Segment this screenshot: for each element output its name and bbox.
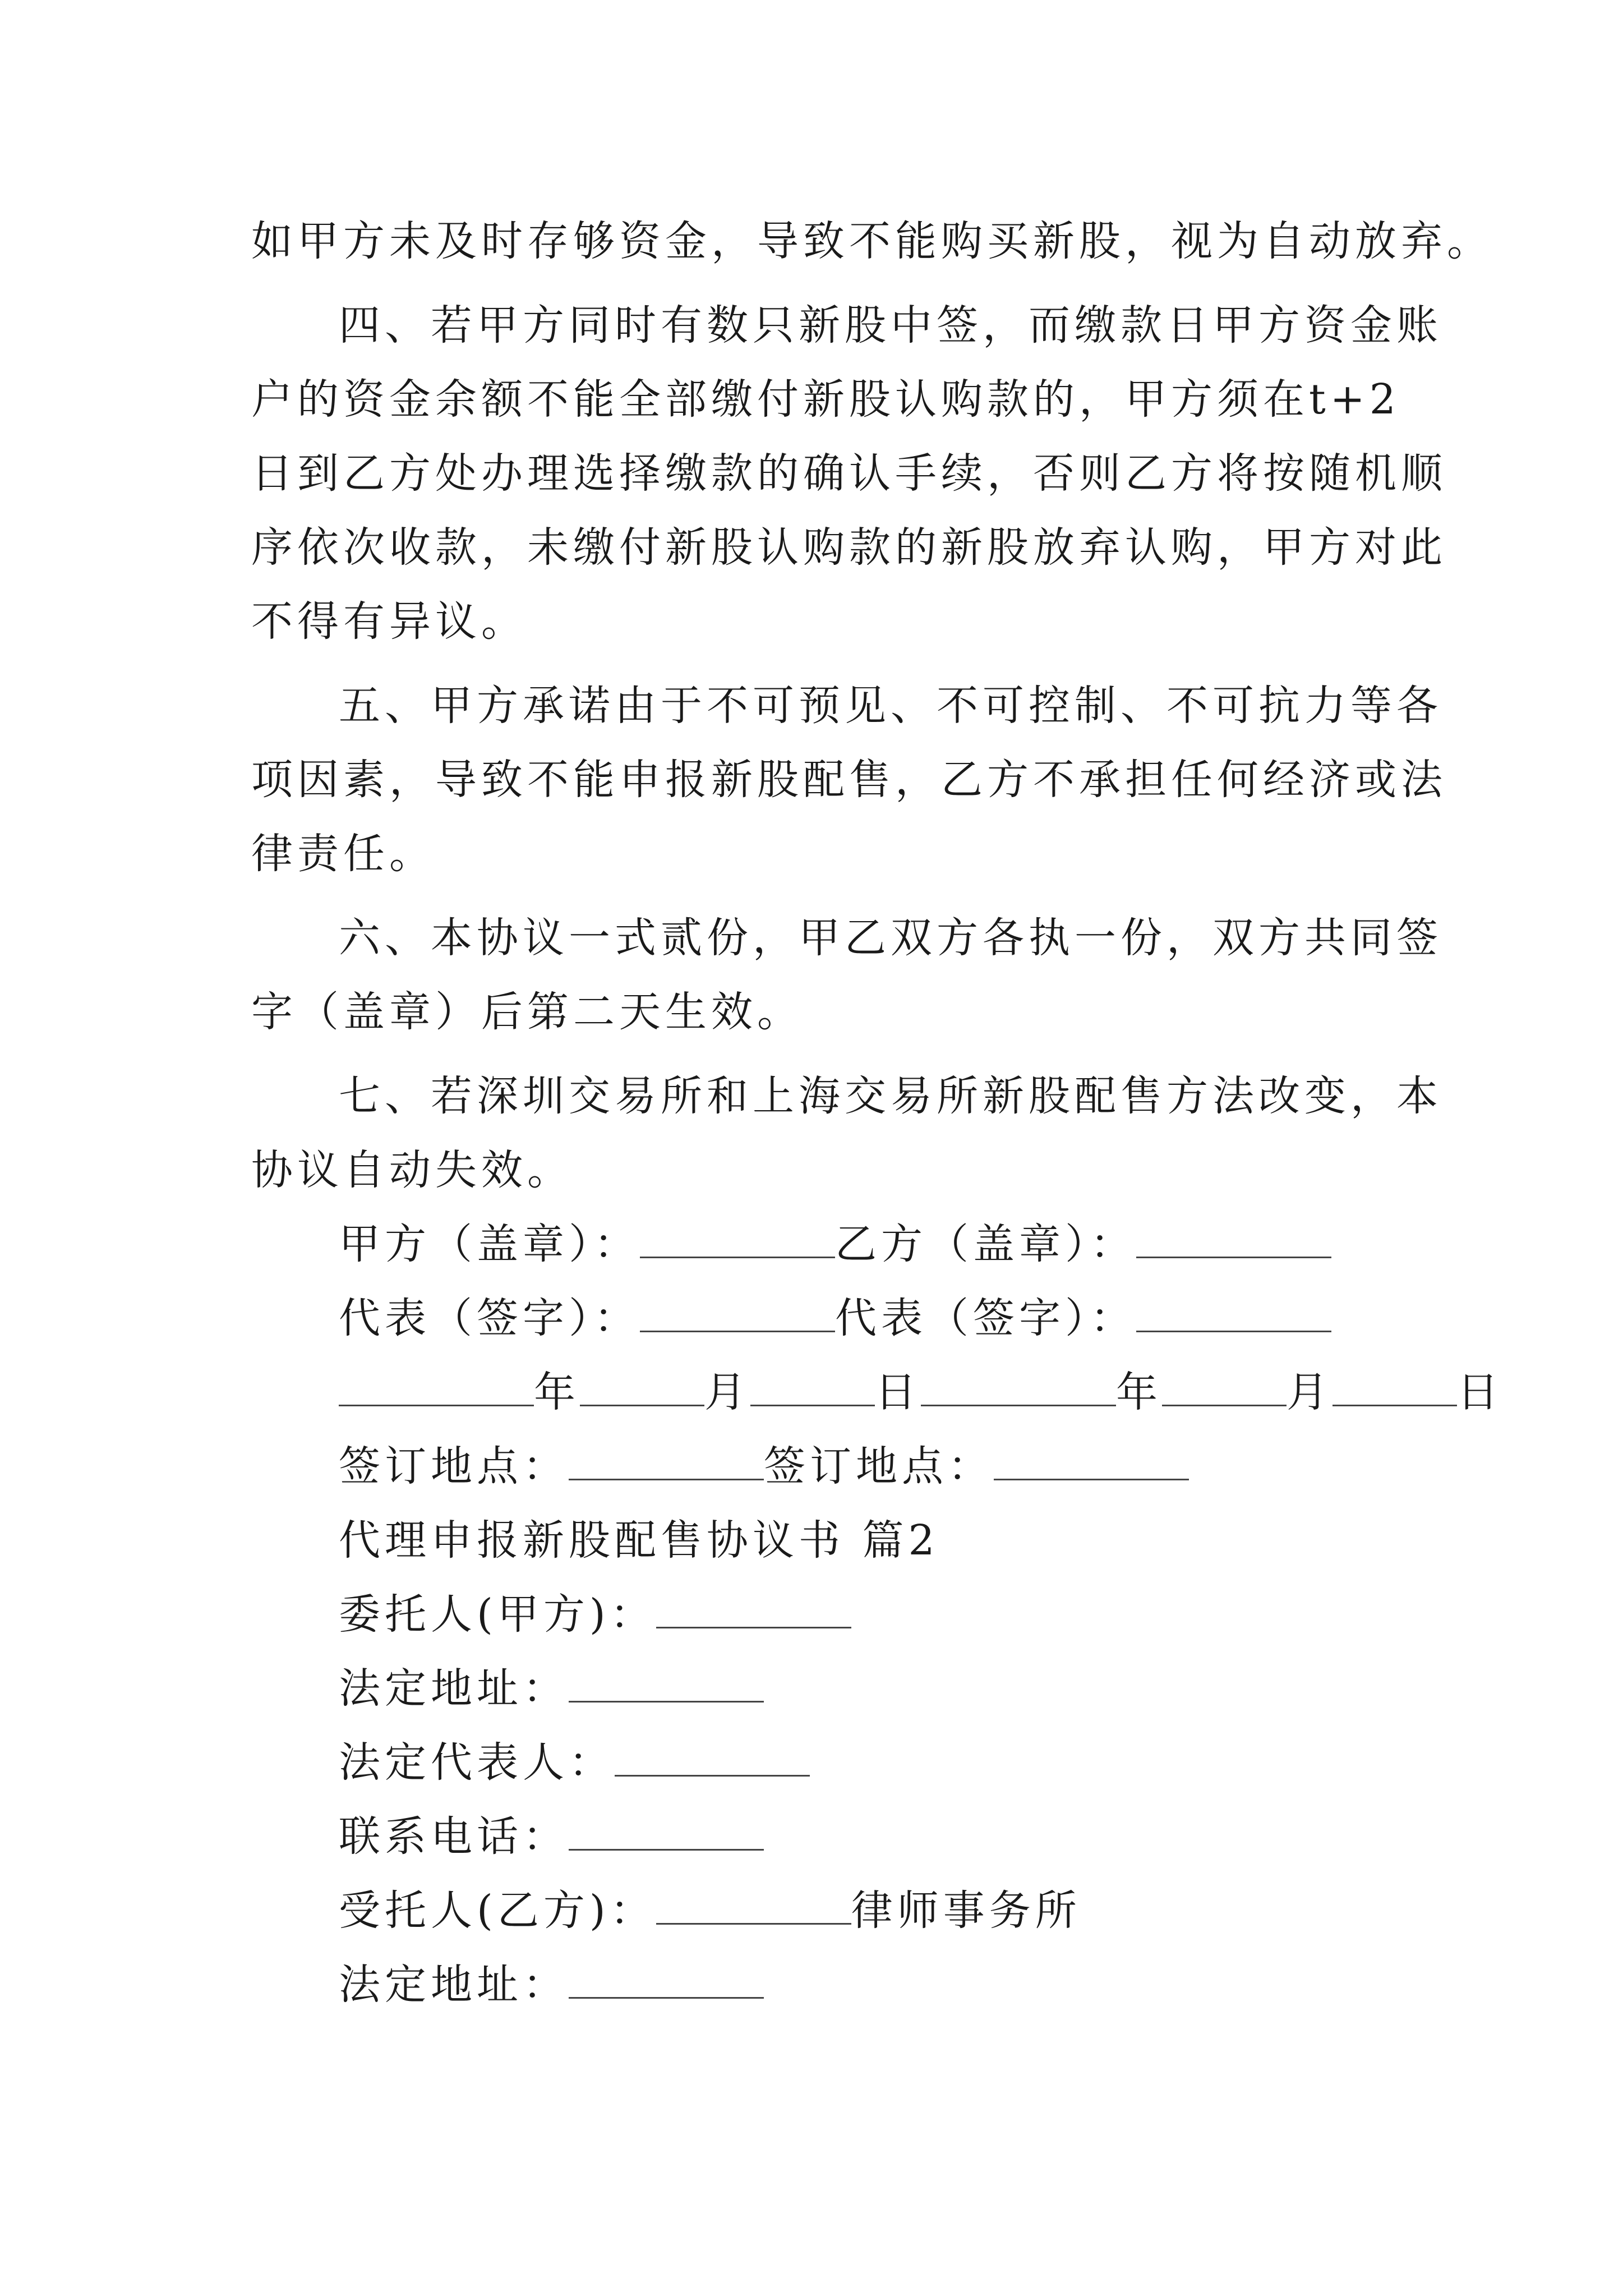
place-a-blank[interactable] bbox=[569, 1444, 764, 1480]
principal-row bbox=[339, 1586, 1483, 1642]
agent-suffix: 律师事务所 bbox=[851, 1887, 1081, 1935]
clause-6-line-2: 字（盖章）后第二天生效。 bbox=[251, 988, 803, 1036]
place-a-label: 签订地点： bbox=[339, 1442, 569, 1490]
clause-4-line-2: 户的资金余额不能全部缴付新股认购款的，甲方须在t+2 bbox=[251, 375, 1400, 424]
date-row bbox=[339, 1364, 1503, 1420]
phone-blank[interactable] bbox=[569, 1814, 764, 1851]
place-row bbox=[339, 1438, 1483, 1494]
month-a-label: 月 bbox=[704, 1368, 750, 1416]
clause-7-line-1: 七、若深圳交易所和上海交易所新股配售方法改变，本 bbox=[339, 1072, 1442, 1120]
agent-label: 受托人(乙方)： bbox=[339, 1887, 656, 1935]
rep-a-label: 代表（签字）： bbox=[339, 1294, 640, 1342]
representative-row bbox=[339, 1290, 1483, 1346]
legal-rep-row bbox=[339, 1734, 1483, 1791]
month-b-blank[interactable] bbox=[1162, 1370, 1287, 1406]
month-b-label: 月 bbox=[1287, 1368, 1332, 1416]
year-b-label: 年 bbox=[1116, 1368, 1162, 1416]
clause-4-line-3: 日到乙方处办理选择缴款的确认手续，否则乙方将按随机顺 bbox=[251, 449, 1447, 498]
rep-b-label: 代表（签字）： bbox=[835, 1294, 1136, 1342]
party-b-seal-label: 乙方（盖章）： bbox=[835, 1220, 1136, 1268]
address-b-blank[interactable] bbox=[569, 1962, 764, 1999]
agent-row bbox=[339, 1883, 1483, 1939]
clause-4-line-5: 不得有异议。 bbox=[251, 597, 527, 646]
day-a-label: 日 bbox=[875, 1368, 921, 1416]
year-a-blank[interactable] bbox=[339, 1370, 534, 1406]
address-b-row bbox=[339, 1957, 1483, 2013]
year-a-label: 年 bbox=[534, 1368, 580, 1416]
principal-label: 委托人(甲方)： bbox=[339, 1590, 656, 1639]
clause-5-line-3: 律责任。 bbox=[251, 830, 435, 878]
phone-row bbox=[339, 1809, 1483, 1865]
day-a-blank[interactable] bbox=[750, 1370, 875, 1406]
place-b-label: 签订地点： bbox=[764, 1442, 994, 1490]
party-a-seal-blank[interactable] bbox=[640, 1222, 835, 1258]
month-a-blank[interactable] bbox=[580, 1370, 704, 1406]
day-b-label: 日 bbox=[1457, 1368, 1503, 1416]
party-a-seal-label: 甲方（盖章）： bbox=[339, 1220, 640, 1268]
clause-4-line-1: 四、若甲方同时有数只新股中签，而缴款日甲方资金账 bbox=[339, 301, 1442, 349]
paragraph-3-tail: 如甲方未及时存够资金，导致不能购买新股，视为自动放弃。 bbox=[251, 217, 1493, 265]
address-a-row bbox=[339, 1660, 1483, 1717]
phone-label: 联系电话： bbox=[339, 1812, 569, 1861]
rep-a-blank[interactable] bbox=[640, 1296, 835, 1332]
rep-b-blank[interactable] bbox=[1136, 1296, 1331, 1332]
clause-5-line-1: 五、甲方承诺由于不可预见、不可控制、不可抗力等各 bbox=[339, 682, 1442, 730]
agent-blank[interactable] bbox=[656, 1888, 851, 1925]
principal-blank[interactable] bbox=[656, 1592, 851, 1628]
legal-rep-blank[interactable] bbox=[615, 1740, 810, 1777]
address-a-blank[interactable] bbox=[569, 1666, 764, 1703]
address-a-label: 法定地址： bbox=[339, 1664, 569, 1713]
clause-5-line-2: 项因素，导致不能申报新股配售，乙方不承担任何经济或法 bbox=[251, 756, 1447, 804]
year-b-blank[interactable] bbox=[921, 1370, 1116, 1406]
party-b-seal-blank[interactable] bbox=[1136, 1222, 1331, 1258]
day-b-blank[interactable] bbox=[1332, 1370, 1457, 1406]
clause-7-line-2: 协议自动失效。 bbox=[251, 1146, 573, 1194]
clause-4-line-4: 序依次收款，未缴付新股认购款的新股放弃认购，甲方对此 bbox=[251, 523, 1447, 572]
section-2-title: 代理申报新股配售协议书 篇2 bbox=[339, 1516, 939, 1565]
legal-rep-label: 法定代表人： bbox=[339, 1738, 615, 1787]
address-b-label: 法定地址： bbox=[339, 1961, 569, 2009]
seal-row bbox=[339, 1216, 1483, 1272]
clause-6-line-1: 六、本协议一式贰份，甲乙双方各执一份，双方共同签 bbox=[339, 914, 1442, 962]
place-b-blank[interactable] bbox=[994, 1444, 1189, 1480]
